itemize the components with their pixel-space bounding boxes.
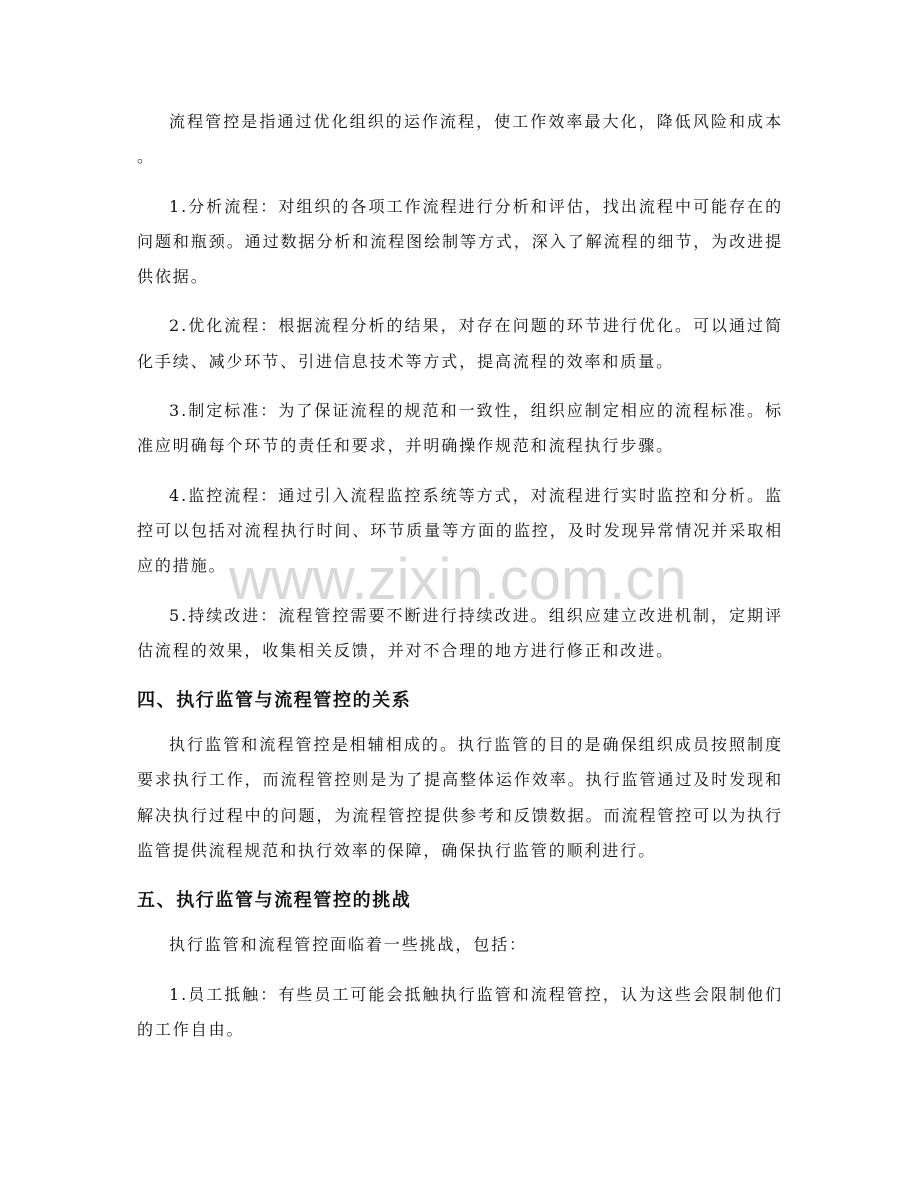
intro-paragraph: 流程管控是指通过优化组织的运作流程，使工作效率最大化，降低风险和成本。: [137, 112, 783, 167]
process-step-improve: 5.持续改进：流程管控需要不断进行持续改进。组织应建立改进机制，定期评估流程的效果，收集相关反馈，并对不合理的地方进行修正和改进。: [137, 605, 783, 660]
section-5-intro-paragraph: 执行监管和流程管控面临着一些挑战，包括：: [169, 935, 528, 955]
process-step-analyze: 1.分析流程：对组织的各项工作流程进行分析和评估，找出流程中可能存在的问题和瓶颈。通过数据分析和流程图绘制等方式，深入了解流程的细节，为改进提供依据。: [137, 196, 783, 287]
section-4-heading: 四、执行监管与流程管控的关系: [137, 690, 412, 712]
process-step-standardize: 3.制定标准：为了保证流程的规范和一致性，组织应制定相应的流程标准。标准应明确每个环节的责任和要求，并明确操作规范和流程执行步骤。: [137, 401, 783, 456]
section-5-heading: 五、执行监管与流程管控的挑战: [137, 890, 412, 912]
section-4-paragraph: 执行监管和流程管控是相辅相成的。执行监管的目的是确保组织成员按照制度要求执行工作，而流程管控则是为了提高整体运作效率。执行监管通过及时发现和解决执行过程中的问题，为流程管控提供参考和反馈数据。而流程管控可以为执行监管提供流程规范和执行效率的保障，确保执行监管的顺利进行。: [137, 735, 783, 861]
challenge-item-1: 1.员工抵触：有些员工可能会抵触执行监管和流程管控，认为这些会限制他们的工作自由。: [137, 984, 783, 1039]
watermark: www.zixin.com.cn: [229, 547, 687, 612]
document-body: [137, 104, 783, 1061]
process-step-monitor: 4.监控流程：通过引入流程监控系统等方式，对流程进行实时监控和分析。监控可以包括对流程执行时间、环节质量等方面的监控，及时发现异常情况并采取相应的措施。: [137, 485, 783, 576]
process-step-optimize: 2.优化流程：根据流程分析的结果，对存在问题的环节进行优化。可以通过简化手续、减少环节、引进信息技术等方式，提高流程的效率和质量。: [137, 316, 783, 371]
